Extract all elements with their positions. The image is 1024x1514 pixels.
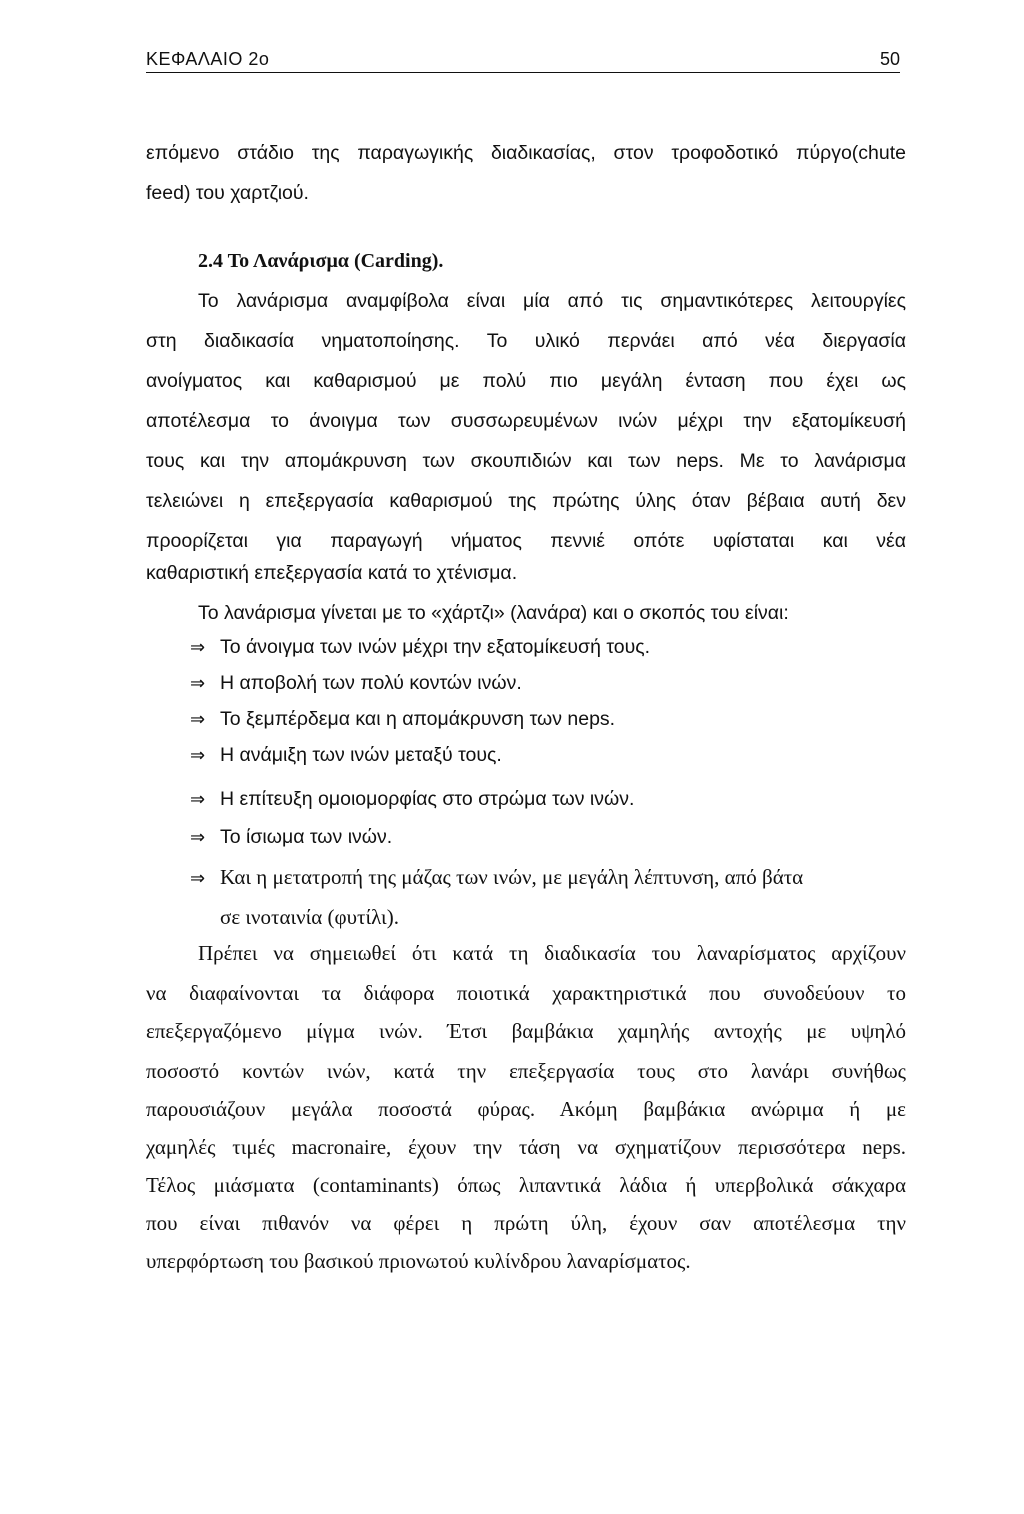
paragraph-2-line: παρουσιάζουν μεγάλα ποσοστά φύρας. Ακόμη βαμβάκια ανώριμα ή με	[146, 1097, 906, 1121]
list-item: ⇒ Η επίτευξη ομοιομορφίας στο στρώμα των ινών.	[190, 786, 634, 813]
list-item: ⇒ Η ανάμιξη των ινών μεταξύ τους.	[190, 742, 502, 769]
paragraph-2-line: υπερφόρτωση του βασικού πριονωτού κυλίνδρου λαναρίσματος.	[146, 1249, 691, 1273]
paragraph-1-line: τελειώνει η επεξεργασία καθαρισμού της πρώτης ύλης όταν βέβαια αυτή δεν	[146, 490, 906, 512]
list-item: ⇒ Το ξεμπέρδεμα και η απομάκρυνση των neps.	[190, 706, 615, 733]
page-number: 50	[879, 49, 900, 69]
paragraph-1-line: ανοίγματος και καθαρισμού με πολύ πιο μεγάλη ένταση που έχει ως	[146, 370, 906, 392]
list-item: ⇒ Και η μετατροπή της μάζας των ινών, με μεγάλη λέπτυνση, από βάτα	[190, 864, 803, 892]
paragraph-2-line: να διαφαίνονται τα διάφορα ποιοτικά χαρακτηριστικά που συνοδεύουν το	[146, 981, 906, 1005]
paragraph-2-line: ποσοστό κοντών ινών, κατά την επεξεργασία τους στο λανάρι συνήθως	[146, 1059, 906, 1083]
section-heading: 2.4 Το Λανάρισμα (Carding).	[198, 250, 444, 272]
arrow-right-double-icon: ⇒	[190, 709, 206, 730]
paragraph-1-line: προορίζεται για παραγωγή νήματος πεννιέ οπότε υφίσταται και νέα	[146, 530, 906, 552]
arrow-right-double-icon: ⇒	[190, 673, 206, 694]
paragraph-2-line: που είναι πιθανόν να φέρει η πρώτη ύλη, έχουν σαν αποτέλεσμα την	[146, 1211, 906, 1235]
running-header	[146, 48, 900, 73]
arrow-right-double-icon: ⇒	[190, 868, 206, 889]
paragraph-1-line: τους και την απομάκρυνση των σκουπιδιών και των neps. Με το λανάρισμα	[146, 450, 906, 472]
paragraph-1-line: αποτέλεσμα το άνοιγμα των συσσωρευμένων ινών μέχρι την εξατομίκευσή	[146, 410, 906, 432]
arrow-right-double-icon: ⇒	[190, 745, 206, 766]
intro-line-1: επόμενο στάδιο της παραγωγικής διαδικασίας, στον τροφοδοτικό πύργο(chute	[146, 142, 906, 164]
paragraph-2-line: Πρέπει να σημειωθεί ότι κατά τη διαδικασία του λαναρίσματος αρχίζουν	[198, 941, 906, 965]
list-item: ⇒ Το ίσιωμα των ινών.	[190, 824, 392, 851]
paragraph-2-line: επεξεργαζόμενο μίγμα ινών. Έτσι βαμβάκια χαμηλής αντοχής με υψηλό	[146, 1019, 906, 1043]
intro-line-2: feed) του χαρτζιού.	[146, 182, 309, 204]
paragraph-1-line: καθαριστική επεξεργασία κατά το χτένισμα.	[146, 562, 518, 584]
paragraph-2-line: Τέλος μιάσματα (contaminants) όπως λιπαντικά λάδια ή υπερβολικά σάκχαρα	[146, 1173, 906, 1197]
paragraph-2-line: χαμηλές τιμές macronaire, έχουν την τάση να σχηματίζουν περισσότερα neps.	[146, 1135, 906, 1159]
paragraph-1-line: Το λανάρισμα αναμφίβολα είναι μία από τις σημαντικότερες λειτουργίες	[198, 290, 906, 312]
chapter-title: ΚΕΦΑΛΑΙΟ 2ο	[146, 49, 270, 69]
list-item: ⇒ Η αποβολή των πολύ κοντών ινών.	[190, 670, 522, 697]
arrow-right-double-icon: ⇒	[190, 789, 206, 810]
arrow-right-double-icon: ⇒	[190, 827, 206, 848]
list-item: ⇒ Το άνοιγμα των ινών μέχρι την εξατομίκευσή τους.	[190, 634, 650, 661]
list-intro: Το λανάρισμα γίνεται με το «χάρτζι» (λανάρα) και ο σκοπός του είναι:	[198, 602, 789, 624]
list-item-continuation: σε ινοταινία (φυτίλι).	[220, 905, 399, 929]
arrow-right-double-icon: ⇒	[190, 637, 206, 658]
paragraph-1-line: στη διαδικασία νηματοποίησης. Το υλικό περνάει από νέα διεργασία	[146, 330, 906, 352]
